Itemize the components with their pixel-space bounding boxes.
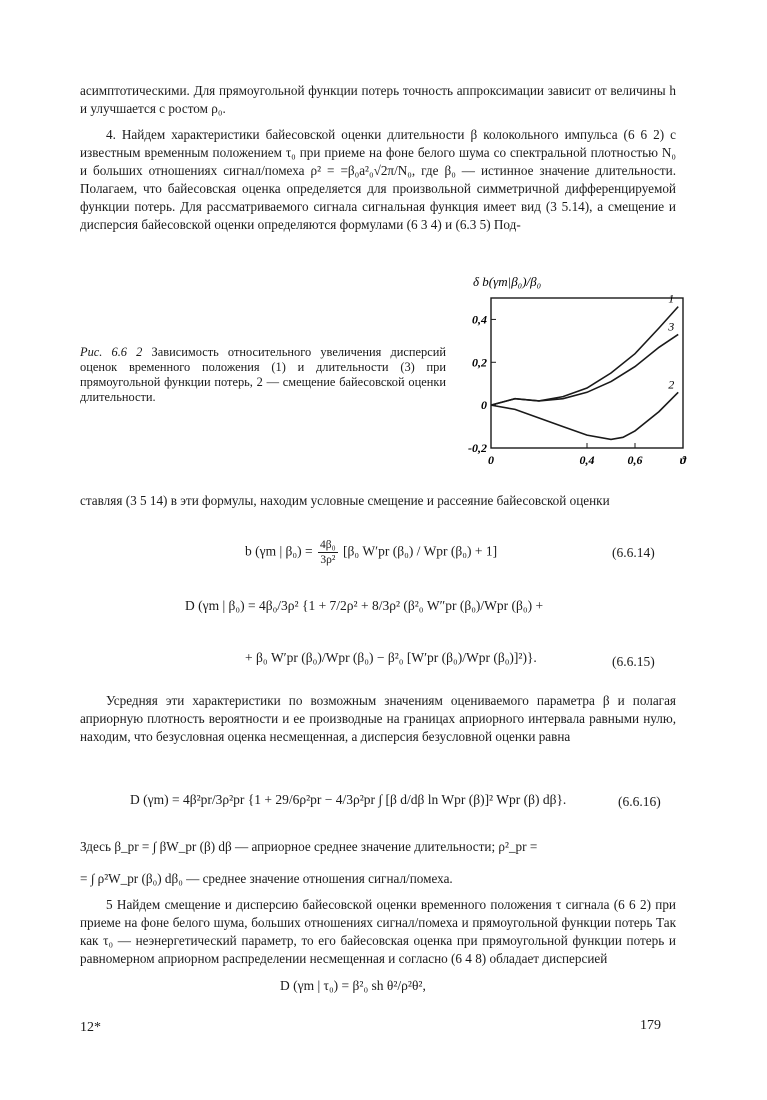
eq14-number: (6.6.14) [612,545,655,560]
x-tick-label: 0,4 [579,453,595,467]
paragraph-5b: = ∫ ρ²W_pr (β₀) dβ₀ — среднее значение отношения сигнал/помеха. [80,871,453,886]
equation-6-6-14 [245,538,497,567]
y-tick-label: 0,2 [472,355,487,370]
chart-frame [491,298,683,448]
y-tick-label: 0 [481,398,487,413]
y-tick-label: -0,2 [468,441,487,455]
paragraph-1: асимптотическими. Для прямоугольной функции потерь точность аппроксимации зависит от величины h и улучшается с ростом ρ₀. [80,83,676,116]
equation-6-6-15-line-2: + β₀ W′pr (β₀)/Wpr (β₀) − β²₀ [W′pr (β₀)/Wpr (β₀)]²)}. [245,650,537,665]
equation-6-6-16: D (γm) = 4β²pr/3ρ²pr {1 + 29/6ρ²pr − 4/3ρ²pr ∫ [β d/dβ ln Wpr (β)]² Wpr (β) dβ}. [130,792,567,807]
figure-caption-text: Зависимость относительного увеличения дисперсий оценок временного положения (1) и длительности (3) при прямоугольной функции потерь, 2 — смещение байесовской оценки длительности. [80,345,447,404]
page-number: 179 [640,1018,661,1033]
paragraph-2: 4. Найдем характеристики байесовской оценки длительности β колокольного импульса (6 6 2) с известным временным положением τ₀ при приеме на фоне белого шума со спектральной плотностью N₀ и больших отношениях сигнал/помеха ρ² = =β₀a²₀√2π/N₀, где β₀ — истинное значение длительности. Полагаем, что байесовская оценка определяется для произвольной симметричной дифференцируемой функции потерь. Для рассматриваемого сигнала сигнальная функция имеет вид (3 5.14), а смещение и дисперсия байесовской оценки определяются формулами (6 3 4) и (6.3 5) Под- [80,127,676,232]
paragraph-5a: Здесь β_pr = ∫ βW_pr (β) dβ — априорное среднее значение длительности; ρ²_pr = [80,839,538,854]
x-tick-label: 0 [488,453,494,467]
paragraph-6: 5 Найдем смещение и дисперсию байесовской оценки временного положения τ сигнала (6 6 2) при приеме на фоне белого шума, больших отношениях сигнал/помеха и прямоугольной функции потерь Так как τ₀ — неэнергетический параметр, то его байесовская оценка при прямоугольной функции потерь и равномерном априорном распределении несмещенная и согласно (6 4 8) обладает дисперсией [80,897,676,966]
paragraph-4: Усредняя эти характеристики по возможным значениям оцениваемого параметра β и полагая априорную плотность вероятности и ее производные на границах априорного интервала равными нулю, находим, что безусловная оценка несмещенная, а дисперсия безусловной оценки равна [80,693,676,744]
series-label-1: 1 [668,291,675,306]
eq14-numerator: 4β₀ [319,539,336,551]
figure-chart [455,270,695,480]
eq14-lhs: b (γm | β₀) = [245,543,313,559]
figure-caption-label: Рис. 6.6 2 [80,345,143,359]
series-label-2: 2 [668,377,675,392]
eq14-bracket: [β₀ W′pr (β₀) / Wpr (β₀) + 1] [342,543,498,559]
series-line-3 [491,334,678,405]
footer-signature: 12* [80,1020,101,1035]
x-tick-label: 0,6 [627,453,643,467]
eq14-denominator: 3ρ² [320,554,336,566]
eq14-fraction [318,538,338,567]
series-line-1 [491,307,678,406]
series-label-3: 3 [668,319,675,334]
eq16-number: (6.6.16) [618,794,661,809]
chart-title: δ b(γm|β₀)/β₀ [473,274,542,289]
figure-caption [80,345,446,405]
equation-6-6-15-line-1: D (γm | β₀) = 4β₀/3ρ² {1 + 7/2ρ² + 8/3ρ² (β²₀ W″pr (β₀)/Wpr (β₀) + [185,598,544,613]
y-tick-label: 0,4 [472,312,487,327]
paragraph-3: ставляя (3 5 14) в эти формулы, находим условные смещение и рассеяние байесовской оценки [80,493,610,508]
eq15-number: (6.6.15) [612,654,655,669]
equation-last: D (γm | τ₀) = β²₀ sh θ²/ρ²θ², [280,978,426,993]
x-tick-label: ϑ [679,453,687,467]
